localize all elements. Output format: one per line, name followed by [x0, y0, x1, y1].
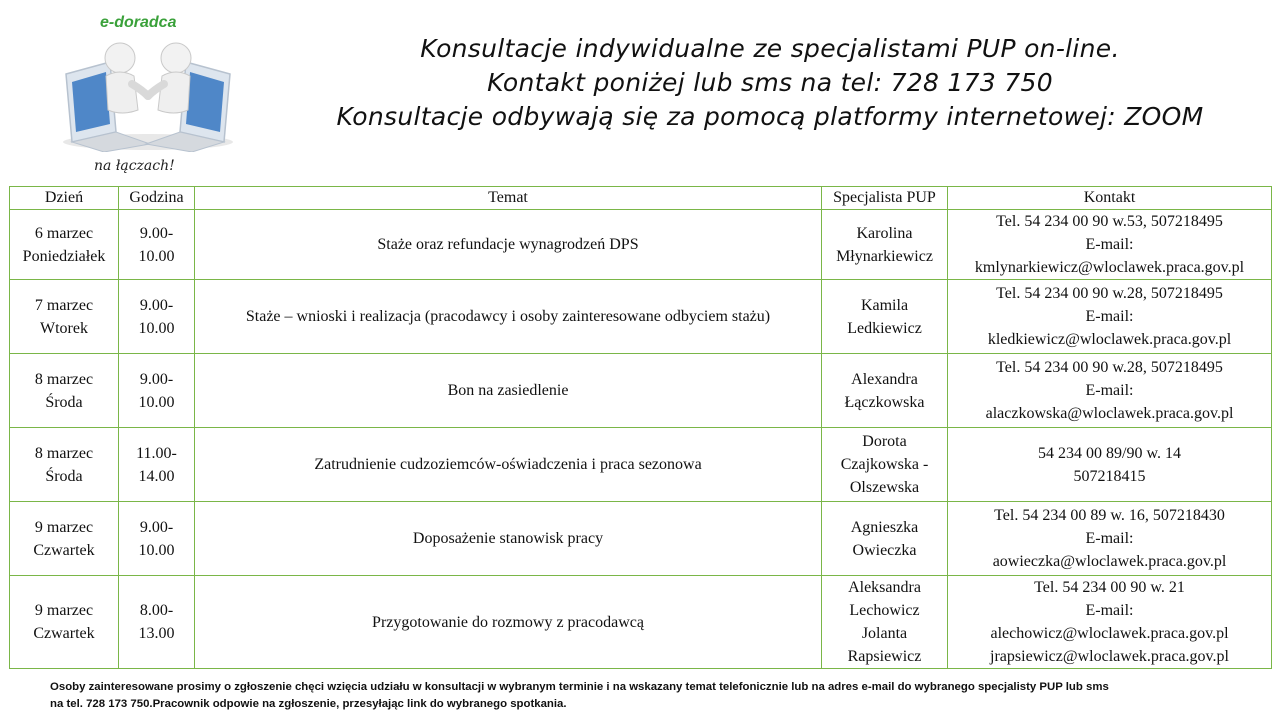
date-text: 8 marzec: [34, 444, 94, 462]
time-cell: [119, 354, 195, 428]
handshake-laptops-logo-image: [58, 32, 238, 152]
table-header-row: [10, 187, 1272, 210]
contact-cell: [948, 354, 1272, 428]
time-to: 10.00: [138, 247, 175, 265]
topic-cell: [195, 428, 822, 502]
header-time: Godzina: [119, 187, 195, 210]
logo-tagline: na łączach!: [94, 158, 175, 174]
time-to: 13.00: [138, 625, 175, 642]
topic-cell: [195, 576, 822, 669]
table-row: [10, 502, 1272, 576]
time-from: 8.00-: [139, 602, 174, 619]
contact-email-address[interactable]: jrapsiewicz@wloclawek.praca.gov.pl: [990, 648, 1229, 665]
specialist-name-line: Alexandra: [851, 370, 918, 388]
footer-line-2: na tel. 728 173 750.Pracownik odpowie na zgłoszenie, przesyłając link do wybranego spotkania.: [50, 698, 567, 710]
time-from: 9.00-: [139, 518, 174, 536]
header-topic: Temat: [195, 187, 822, 210]
topic-text: Doposażenie stanowisk pracy: [412, 530, 604, 547]
day-cell: [10, 280, 119, 354]
contact-email-address[interactable]: aowieczka@wloclawek.praca.gov.pl: [992, 553, 1227, 570]
weekday-text: Czwartek: [33, 625, 95, 642]
contact-cell: [948, 280, 1272, 354]
contact-phone: Tel. 54 234 00 89 w. 16, 507218430: [994, 507, 1225, 524]
weekday-text: Środa: [45, 393, 83, 411]
time-cell: [119, 280, 195, 354]
header-specialist: Specjalista PUP: [822, 187, 948, 210]
heading-line-3: Konsultacje odbywają się za pomocą platformy internetowej: ZOOM: [336, 102, 1204, 131]
topic-text: Zatrudnienie cudzoziemców-oświadczenia i praca sezonowa: [314, 456, 702, 473]
topic-cell: [195, 502, 822, 576]
time-from: 11.00-: [136, 444, 177, 462]
specialist-cell: [822, 210, 948, 280]
heading-line-1: Konsultacje indywidualne ze specjalistami PUP on-line.: [420, 34, 1120, 63]
date-text: 9 marzec: [34, 518, 94, 536]
time-cell: [119, 502, 195, 576]
day-cell: [10, 354, 119, 428]
time-to: 10.00: [138, 319, 175, 337]
time-from: 9.00-: [139, 224, 174, 242]
consultation-schedule-table: [9, 186, 1272, 669]
contact-email-label: E-mail:: [1085, 308, 1134, 325]
contact-email-label: E-mail:: [1085, 236, 1134, 253]
weekday-text: Wtorek: [40, 319, 88, 337]
contact-email-address[interactable]: kmlynarkiewicz@wloclawek.praca.gov.pl: [974, 259, 1245, 276]
date-text: 6 marzec: [34, 224, 94, 242]
contact-email-label: E-mail:: [1085, 602, 1134, 619]
date-text: 7 marzec: [34, 296, 94, 314]
day-cell: [10, 576, 119, 669]
topic-cell: [195, 210, 822, 280]
contact-email-address[interactable]: kledkiewicz@wloclawek.praca.gov.pl: [987, 331, 1232, 348]
footer-line-1: Osoby zainteresowane prosimy o zgłoszenie chęci wzięcia udziału w konsultacji w wybranym terminie i na wskazany temat telefonicznie lub na adres e-mail do wybranego specjalisty PUP lub sms: [50, 681, 1109, 693]
topic-text: Bon na zasiedlenie: [447, 382, 569, 399]
day-cell: [10, 428, 119, 502]
contact-phone: Tel. 54 234 00 90 w.53, 507218495: [996, 213, 1223, 230]
topic-cell: [195, 354, 822, 428]
contact-cell: [948, 576, 1272, 669]
table-row: [10, 210, 1272, 280]
contact-cell: [948, 428, 1272, 502]
time-from: 9.00-: [139, 370, 174, 388]
day-cell: [10, 502, 119, 576]
specialist-name-line: Ledkiewicz: [847, 319, 922, 337]
topic-cell: [195, 280, 822, 354]
specialist-name-line: Karolina: [856, 224, 913, 242]
topic-text: Staże – wnioski i realizacja (pracodawcy i osoby zainteresowane odbyciem stażu): [245, 308, 771, 325]
specialist-name-line: Olszewska: [849, 479, 920, 496]
table-row: [10, 280, 1272, 354]
specialist-cell: [822, 428, 948, 502]
heading-line-2: Kontakt poniżej lub sms na tel: 728 173 750: [487, 68, 1053, 97]
time-from: 9.00-: [139, 296, 174, 314]
time-to: 10.00: [138, 541, 175, 559]
time-cell: [119, 576, 195, 669]
specialist-cell: [822, 576, 948, 669]
logo: [58, 8, 238, 178]
specialist-name-line: Młynarkiewicz: [836, 247, 933, 265]
specialist-name-line: Łączkowska: [844, 393, 925, 411]
contact-mobile: 507218415: [1073, 467, 1146, 485]
date-text: 8 marzec: [34, 370, 94, 388]
table-row: [10, 576, 1272, 669]
specialist-name-line: Lechowicz: [849, 602, 920, 619]
specialist-cell: [822, 280, 948, 354]
contact-email-address[interactable]: alaczkowska@wloclawek.praca.gov.pl: [985, 405, 1234, 422]
table-row: [10, 428, 1272, 502]
weekday-text: Środa: [45, 467, 83, 485]
footer-note: [50, 679, 1270, 713]
specialist-name-line: Dorota: [862, 433, 907, 450]
date-text: 9 marzec: [34, 602, 94, 619]
contact-cell: [948, 502, 1272, 576]
time-to: 10.00: [138, 393, 175, 411]
time-to: 14.00: [138, 467, 175, 485]
header-day: Dzień: [10, 187, 119, 210]
header-contact: Kontakt: [948, 187, 1272, 210]
logo-brand-text: e-doradca: [100, 14, 177, 31]
time-cell: [119, 210, 195, 280]
table-row: [10, 354, 1272, 428]
weekday-text: Czwartek: [33, 541, 95, 559]
specialist-name-line: Owieczka: [852, 541, 917, 559]
time-cell: [119, 428, 195, 502]
weekday-text: Poniedziałek: [22, 247, 106, 265]
specialist-name-line: Rapsiewicz: [847, 648, 922, 665]
specialist-cell: [822, 354, 948, 428]
contact-email-label: E-mail:: [1085, 530, 1134, 547]
specialist-name-line: Czajkowska -: [840, 456, 929, 473]
contact-phone: Tel. 54 234 00 90 w. 21: [1034, 579, 1185, 596]
specialist-cell: [822, 502, 948, 576]
specialist-name-line: Agnieszka: [850, 518, 919, 536]
contact-email-label: E-mail:: [1085, 382, 1134, 399]
contact-phone: Tel. 54 234 00 90 w.28, 507218495: [996, 359, 1223, 376]
contact-phone: 54 234 00 89/90 w. 14: [1038, 444, 1181, 462]
topic-text: Przygotowanie do rozmowy z pracodawcą: [372, 613, 644, 631]
contact-phone: Tel. 54 234 00 90 w.28, 507218495: [996, 285, 1223, 302]
specialist-name-line: Kamila: [860, 296, 909, 314]
page-heading: [270, 32, 1270, 134]
day-cell: [10, 210, 119, 280]
specialist-name-line: Aleksandra: [848, 579, 921, 596]
contact-cell: [948, 210, 1272, 280]
specialist-name-line: Jolanta: [861, 625, 908, 642]
topic-text: Staże oraz refundacje wynagrodzeń DPS: [377, 236, 639, 253]
contact-email-address[interactable]: alechowicz@wloclawek.praca.gov.pl: [990, 625, 1229, 642]
